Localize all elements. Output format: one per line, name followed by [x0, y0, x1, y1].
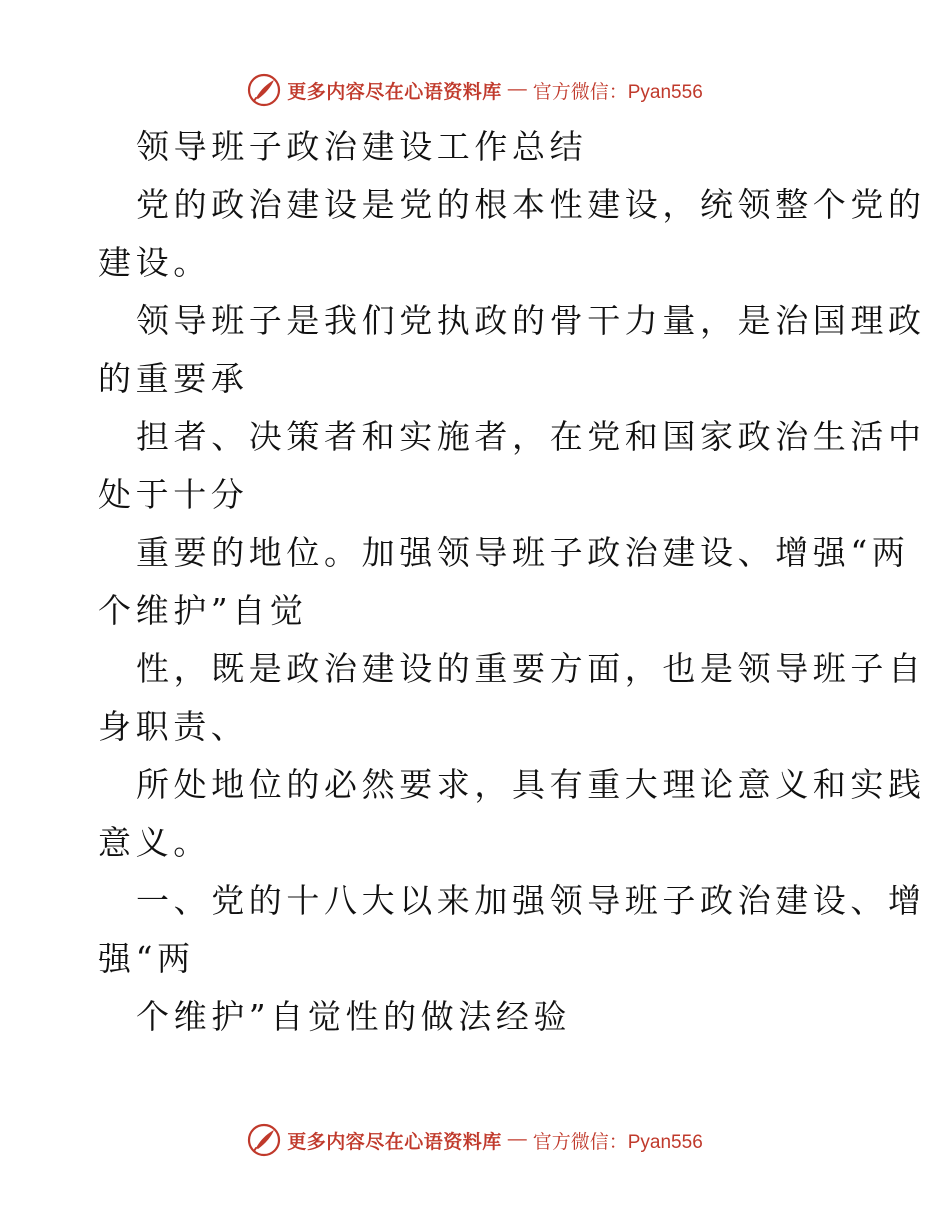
paragraph — [98, 176, 926, 292]
section-heading — [98, 872, 926, 988]
paragraph-line: 的重要承 — [98, 359, 249, 398]
banner-separator: — — [507, 79, 527, 100]
document-title — [98, 118, 858, 176]
paragraph-line: 个维护”自觉性的做法经验 — [136, 997, 572, 1036]
paragraph-line: 个维护”自觉 — [98, 591, 308, 630]
banner-slogan: 更多内容尽在心语资料库 — [287, 1130, 502, 1153]
paragraph — [98, 756, 926, 872]
paragraph — [98, 524, 910, 640]
paragraph — [98, 292, 926, 408]
banner-contact: 官方微信：Pyan556 — [532, 1131, 703, 1153]
paragraph-line: 领导班子是我们党执政的骨干力量，是治国理政 — [136, 301, 926, 340]
paragraph-line: 意义。 — [98, 823, 211, 862]
document-body — [98, 118, 926, 1046]
paragraph — [98, 408, 926, 524]
paragraph-line: 担者、决策者和实施者，在党和国家政治生活中 — [136, 417, 926, 456]
banner-contact: 官方微信：Pyan556 — [532, 81, 703, 103]
paragraph — [98, 988, 858, 1046]
paragraph-line: 重要的地位。加强领导班子政治建设、增强“两 — [136, 533, 910, 572]
quill-pen-icon — [247, 1123, 281, 1157]
paragraph-line: 性，既是政治建设的重要方面，也是领导班子自 — [136, 649, 926, 688]
paragraph-line: 党的政治建设是党的根本性建设，统领整个党的 — [136, 185, 926, 224]
paragraph-line: 一、党的十八大以来加强领导班子政治建设、增 — [136, 881, 926, 920]
paragraph-line: 领导班子政治建设工作总结 — [136, 127, 588, 166]
paragraph-line: 强“两 — [98, 939, 195, 978]
footer-banner — [0, 1120, 950, 1160]
header-banner — [0, 70, 950, 110]
paragraph-line: 所处地位的必然要求，具有重大理论意义和实践 — [136, 765, 926, 804]
paragraph-line: 建设。 — [98, 243, 211, 282]
paragraph-line: 处于十分 — [98, 475, 249, 514]
paragraph-line: 身职责、 — [98, 707, 249, 746]
quill-pen-icon — [247, 73, 281, 107]
banner-slogan: 更多内容尽在心语资料库 — [287, 80, 502, 103]
banner-separator: — — [507, 1129, 527, 1150]
paragraph — [98, 640, 926, 756]
